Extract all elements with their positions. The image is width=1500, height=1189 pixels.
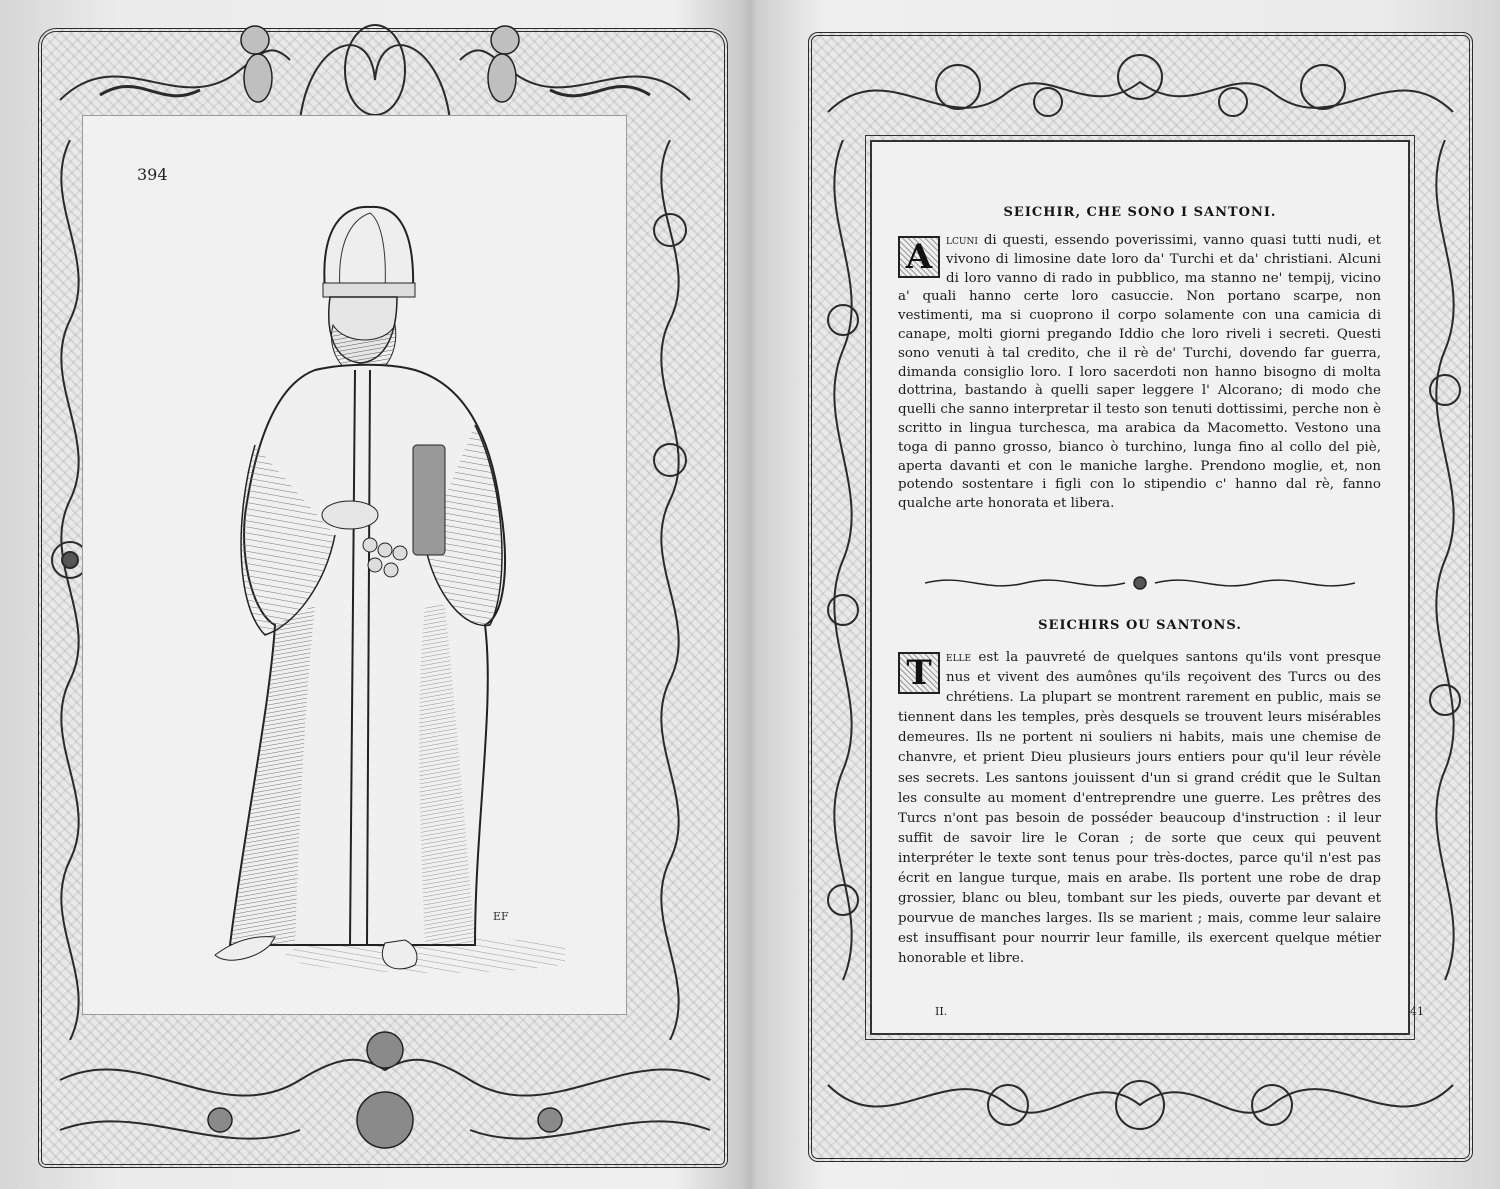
- right-side-foliage: [1415, 140, 1485, 1040]
- bottom-ornament-mask: [40, 1020, 730, 1170]
- left-side-foliage: [808, 140, 878, 1040]
- engraver-monogram: EF: [493, 910, 509, 923]
- french-title: SEICHIRS OU SANTONS.: [1038, 618, 1242, 633]
- italian-title: SEICHIR, CHE SONO I SANTONI.: [1003, 205, 1277, 220]
- right-side-scrolls: [630, 140, 710, 1040]
- page-number: 394: [137, 165, 168, 184]
- top-ornament-cherubs: [0, 0, 750, 130]
- french-paragraph: est la pauvreté de quelques santons qu'ils vont presque nus et vivent des aumônes qu'ils reçoivent des Turcs ou des chrétiens. La plupart se montrent rarement en public, mais se tiennent dans les temples, près desquels se trouvent leurs misérables demeures. Ils ne portent ni souliers ni habits, mais une chemise de chanvre, et prient Dieu plusieurs jours entiers pour qu'il leur révèle ses secrets. Les santons jouissent d'un si grand crédit que le Sultan les consulte au moment d'entreprendre une guerre. Les prêtres des Turcs n'ont pas besoin de posséder beaucoup d'instruction : il leur suffit de savoir lire le Coran ; de sorte que ceux qui peuvent interpréter le texte sont tenus pour très-doctes, parce qu'il n'est pas écrit en langue turque, mais en arabe. Ils portent une robe de drap grossier, blanc ou bleu, tombant sur les pieds, ouverte par devant et pourvue de manches larges. Ils se marient ; mais, comme leur salaire est insuffisant pour nourrir leur famille, ils exercent quelque métier honorable et libre.: [898, 650, 1381, 967]
- top-ornament-foliage: [808, 32, 1473, 142]
- ornamental-divider: [925, 573, 1355, 593]
- italian-dropcap: A: [898, 236, 940, 278]
- signature-mark: 41: [1410, 1005, 1424, 1018]
- italian-lead-word: lcuni: [946, 233, 978, 248]
- italian-paragraph: di questi, essendo poverissimi, vanno quasi tutti nudi, et vivono di limosine date loro da' Turchi et da' christiani. Alcuni di loro vanno di rado in pubblico, ma stanno ne' tempij, vicino a' quali hanno certe loro casuccie. Non portano scarpe, non vestimenti, ma si cuoprono il corpo solamente con una camicia di canape, molti giorni pregando Iddio che loro riveli i secreti. Questi sono venuti à tal credito, che il rè de' Turchi, dovendo far guerra, dimanda consiglio loro. I loro sacerdoti non hanno bisogno di molta dottrina, bastando à quelli saper leggere l' Alcorano; di modo che quelli che sanno interpretar il testo son tenuti dottissimi, perche non è scritto in lingua turchesca, ma arabica da Macometto. Vestono una toga di panno grosso, bianco ò turchino, lunga fino al collo del piè, aperta davanti et con le maniche larghe. Prendono moglie, et, non potendo sostentare i figli con lo stipendio c' hanno dal rè, fanno qualche arte honorata et libera.: [898, 233, 1381, 512]
- volume-marker: II.: [935, 1005, 948, 1018]
- dervish-figure-engraving: [175, 185, 565, 990]
- french-dropcap: T: [898, 652, 940, 694]
- italian-body: [898, 232, 1381, 514]
- french-body: [898, 648, 1381, 970]
- french-lead-word: elle: [946, 650, 972, 665]
- right-page: [750, 0, 1500, 1189]
- bottom-ornament-foliage: [808, 1035, 1473, 1165]
